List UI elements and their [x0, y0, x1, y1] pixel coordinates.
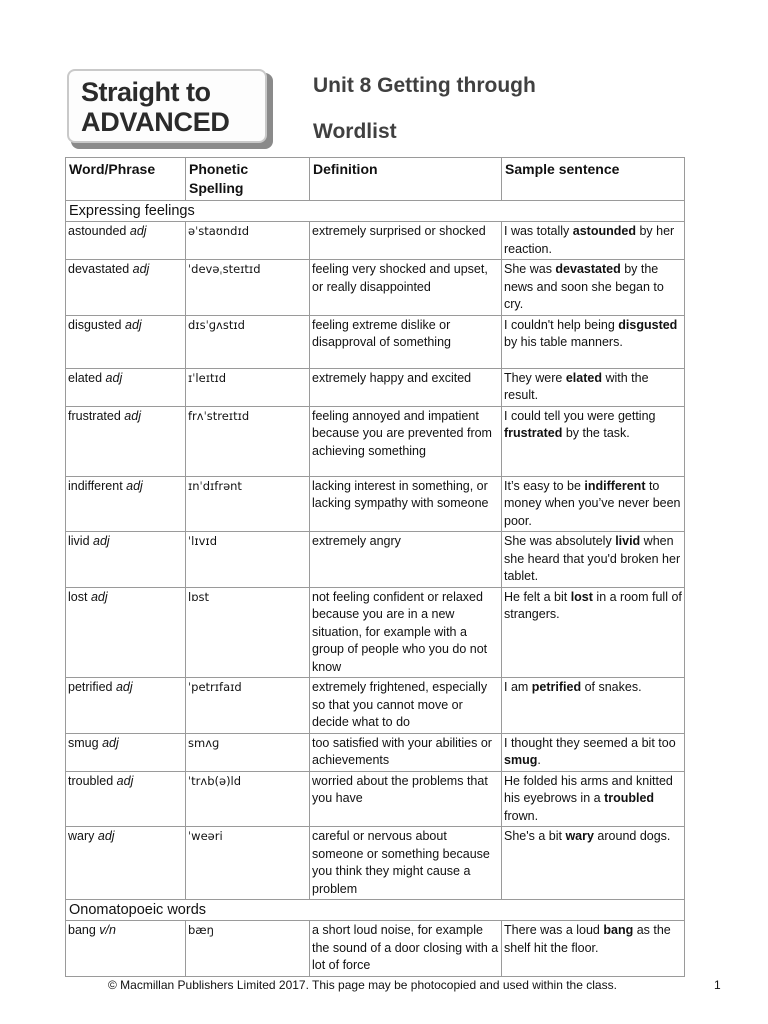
- sample-sentence-cell: [502, 476, 685, 532]
- wordlist-title: Wordlist: [313, 120, 397, 143]
- sample-text-before: She's a bit: [504, 829, 566, 843]
- section-title: Expressing feelings: [66, 201, 685, 222]
- word-cell: [66, 733, 186, 771]
- sample-headword: wary: [565, 829, 594, 843]
- sample-text-before: I was totally: [504, 224, 573, 238]
- section-header-row: [66, 900, 685, 921]
- definition-cell: lacking interest in something, or lacking sympathy with someone: [310, 476, 502, 532]
- column-header-definition: Definition: [310, 158, 502, 201]
- definition-cell: too satisfied with your abilities or achievements: [310, 733, 502, 771]
- sample-sentence-cell: [502, 260, 685, 316]
- phonetic-cell: ˈpetrɪfaɪd: [186, 678, 310, 734]
- sample-text-after: to money when you’ve never been poor.: [504, 478, 681, 528]
- sample-sentence-cell: [502, 532, 685, 588]
- word-text: astounded: [68, 224, 127, 238]
- table-header-row: [66, 158, 685, 201]
- part-of-speech: adj: [102, 735, 119, 750]
- sample-text-before: She was absolutely: [504, 534, 616, 548]
- word-text: petrified: [68, 680, 113, 694]
- table-row: [66, 406, 685, 476]
- part-of-speech: adj: [125, 317, 142, 332]
- word-text: livid: [68, 534, 90, 548]
- sample-sentence-cell: [502, 406, 685, 476]
- section-title: Onomatopoeic words: [66, 900, 685, 921]
- sample-sentence-cell: [502, 587, 685, 678]
- phonetic-cell: ˈlɪvɪd: [186, 532, 310, 588]
- part-of-speech: adj: [97, 829, 115, 843]
- definition-cell: extremely happy and excited: [310, 368, 502, 406]
- part-of-speech: adj: [93, 534, 110, 548]
- sample-headword: troubled: [604, 791, 655, 805]
- sample-sentence-cell: [502, 733, 685, 771]
- sample-text-after: by his table manners.: [504, 335, 623, 349]
- sample-sentence-cell: [502, 921, 685, 977]
- sample-headword: petrified: [531, 680, 582, 694]
- word-cell: [66, 587, 186, 678]
- sample-headword: elated: [565, 370, 602, 385]
- column-header-phonetic: Phonetic Spelling: [186, 158, 310, 201]
- word-text: indifferent: [68, 478, 123, 493]
- word-cell: [66, 368, 186, 406]
- sample-text-before: It’s easy to be: [504, 478, 585, 493]
- sample-headword: disgusted: [618, 317, 678, 332]
- table-row: [66, 368, 685, 406]
- sample-sentence-cell: [502, 222, 685, 260]
- sample-text-before: They were: [504, 370, 566, 385]
- part-of-speech: adj: [129, 224, 147, 238]
- definition-cell: careful or nervous about someone or something because you think they might cause a problem: [310, 827, 502, 900]
- word-cell: [66, 678, 186, 734]
- sample-sentence-cell: [502, 771, 685, 827]
- sample-headword: devastated: [555, 262, 621, 276]
- part-of-speech: adj: [105, 370, 123, 385]
- part-of-speech: v/n: [99, 923, 116, 937]
- sample-text-before: I couldn't help being: [504, 317, 619, 332]
- sample-text-after: of snakes.: [581, 680, 642, 694]
- word-text: bang: [68, 923, 96, 937]
- sample-text-before: He folded his arms and knitted his eyebrows in a: [504, 773, 673, 805]
- table-row: [66, 827, 685, 900]
- word-text: elated: [68, 370, 103, 385]
- sample-headword: lost: [570, 589, 593, 604]
- part-of-speech: adj: [124, 408, 141, 423]
- logo-line-1: Straight to: [81, 77, 211, 107]
- table-row: [66, 532, 685, 588]
- part-of-speech: adj: [116, 773, 134, 788]
- definition-cell: extremely frightened, especially so that you cannot move or decide what to do: [310, 678, 502, 734]
- word-cell: [66, 532, 186, 588]
- column-header-sample: Sample sentence: [502, 158, 685, 201]
- table-row: [66, 771, 685, 827]
- sample-text-after: by her reaction.: [504, 224, 675, 256]
- sample-text-before: I could tell you were getting: [504, 408, 656, 423]
- sample-headword: bang: [603, 923, 634, 937]
- phonetic-cell: smʌɡ: [186, 733, 310, 771]
- wordlist-table: [65, 157, 685, 977]
- phonetic-cell: frʌˈstreɪtɪd: [186, 406, 310, 476]
- logo-line-2: ADVANCED: [81, 107, 230, 137]
- word-cell: [66, 406, 186, 476]
- definition-cell: a short loud noise, for example the sound of a door closing with a lot of force: [310, 921, 502, 977]
- word-text: disgusted: [68, 317, 122, 332]
- table-row: [66, 587, 685, 678]
- phonetic-cell: ɪˈleɪtɪd: [186, 368, 310, 406]
- table-row: [66, 678, 685, 734]
- table-row: [66, 733, 685, 771]
- sample-text-after: by the news and soon she began to cry.: [504, 262, 664, 311]
- copyright-footer: © Macmillan Publishers Limited 2017. This page may be photocopied and used within the class.: [108, 978, 617, 992]
- sample-sentence-cell: [502, 827, 685, 900]
- table-row: [66, 222, 685, 260]
- unit-title: Unit 8 Getting through: [313, 74, 536, 97]
- phonetic-cell: lɒst: [186, 587, 310, 678]
- word-cell: [66, 260, 186, 316]
- part-of-speech: adj: [115, 680, 133, 694]
- phonetic-cell: əˈstaʊndɪd: [186, 222, 310, 260]
- table-row: [66, 476, 685, 532]
- word-text: devastated: [68, 262, 130, 276]
- table-row: [66, 921, 685, 977]
- sample-headword: astounded: [572, 224, 636, 238]
- word-text: wary: [68, 829, 95, 843]
- straight-to-advanced-logo: [67, 69, 273, 149]
- phonetic-cell: ˈweəri: [186, 827, 310, 900]
- sample-headword: frustrated: [504, 426, 563, 440]
- part-of-speech: adj: [90, 589, 108, 604]
- sample-text-before: I am: [504, 680, 532, 694]
- table-body: [66, 201, 685, 977]
- definition-cell: extremely surprised or shocked: [310, 222, 502, 260]
- page-number: 1: [714, 978, 721, 992]
- sample-sentence-cell: [502, 315, 685, 368]
- sample-text-before: There was a loud: [504, 923, 604, 937]
- word-cell: [66, 921, 186, 977]
- phonetic-cell: bæŋ: [186, 921, 310, 977]
- sample-text-before: He felt a bit: [504, 589, 571, 604]
- sample-sentence-cell: [502, 678, 685, 734]
- phonetic-cell: ɪnˈdɪfrənt: [186, 476, 310, 532]
- sample-headword: smug: [504, 753, 538, 767]
- word-cell: [66, 222, 186, 260]
- sample-text-after: as the shelf hit the floor.: [504, 923, 671, 955]
- word-cell: [66, 315, 186, 368]
- sample-headword: livid: [615, 534, 641, 548]
- table-row: [66, 260, 685, 316]
- section-header-row: [66, 201, 685, 222]
- definition-cell: feeling extreme dislike or disapproval of something: [310, 315, 502, 368]
- word-cell: [66, 827, 186, 900]
- sample-text-after: by the task.: [562, 426, 630, 440]
- phonetic-cell: ˈdevəˌsteɪtɪd: [186, 260, 310, 316]
- word-cell: [66, 476, 186, 532]
- sample-text-after: in a room full of strangers.: [504, 589, 682, 621]
- column-header-word: Word/Phrase: [66, 158, 186, 201]
- sample-headword: indifferent: [584, 478, 646, 493]
- sample-text-after: with the result.: [504, 370, 649, 402]
- definition-cell: feeling annoyed and impatient because you are prevented from achieving something: [310, 406, 502, 476]
- definition-cell: extremely angry: [310, 532, 502, 588]
- table-row: [66, 315, 685, 368]
- sample-text-before: She was: [504, 262, 556, 276]
- word-text: troubled: [68, 773, 114, 788]
- word-text: smug: [68, 735, 99, 750]
- part-of-speech: adj: [126, 478, 143, 493]
- sample-text-after: when she heard that you'd broken her tablet.: [504, 534, 681, 583]
- part-of-speech: adj: [132, 262, 150, 276]
- phonetic-cell: ˈtrʌb(ə)ld: [186, 771, 310, 827]
- sample-sentence-cell: [502, 368, 685, 406]
- word-text: frustrated: [68, 408, 121, 423]
- sample-text-after: around dogs.: [593, 829, 671, 843]
- sample-text-before: I thought they seemed a bit too: [504, 735, 676, 750]
- sample-text-after: .: [537, 753, 541, 767]
- phonetic-cell: dɪsˈɡʌstɪd: [186, 315, 310, 368]
- definition-cell: feeling very shocked and upset, or really disappointed: [310, 260, 502, 316]
- word-text: lost: [68, 589, 91, 604]
- logo-panel: [67, 69, 267, 143]
- word-cell: [66, 771, 186, 827]
- sample-text-after: frown.: [504, 808, 539, 823]
- definition-cell: worried about the problems that you have: [310, 771, 502, 827]
- definition-cell: not feeling confident or relaxed because you are in a new situation, for example with a group of people who you do not know: [310, 587, 502, 678]
